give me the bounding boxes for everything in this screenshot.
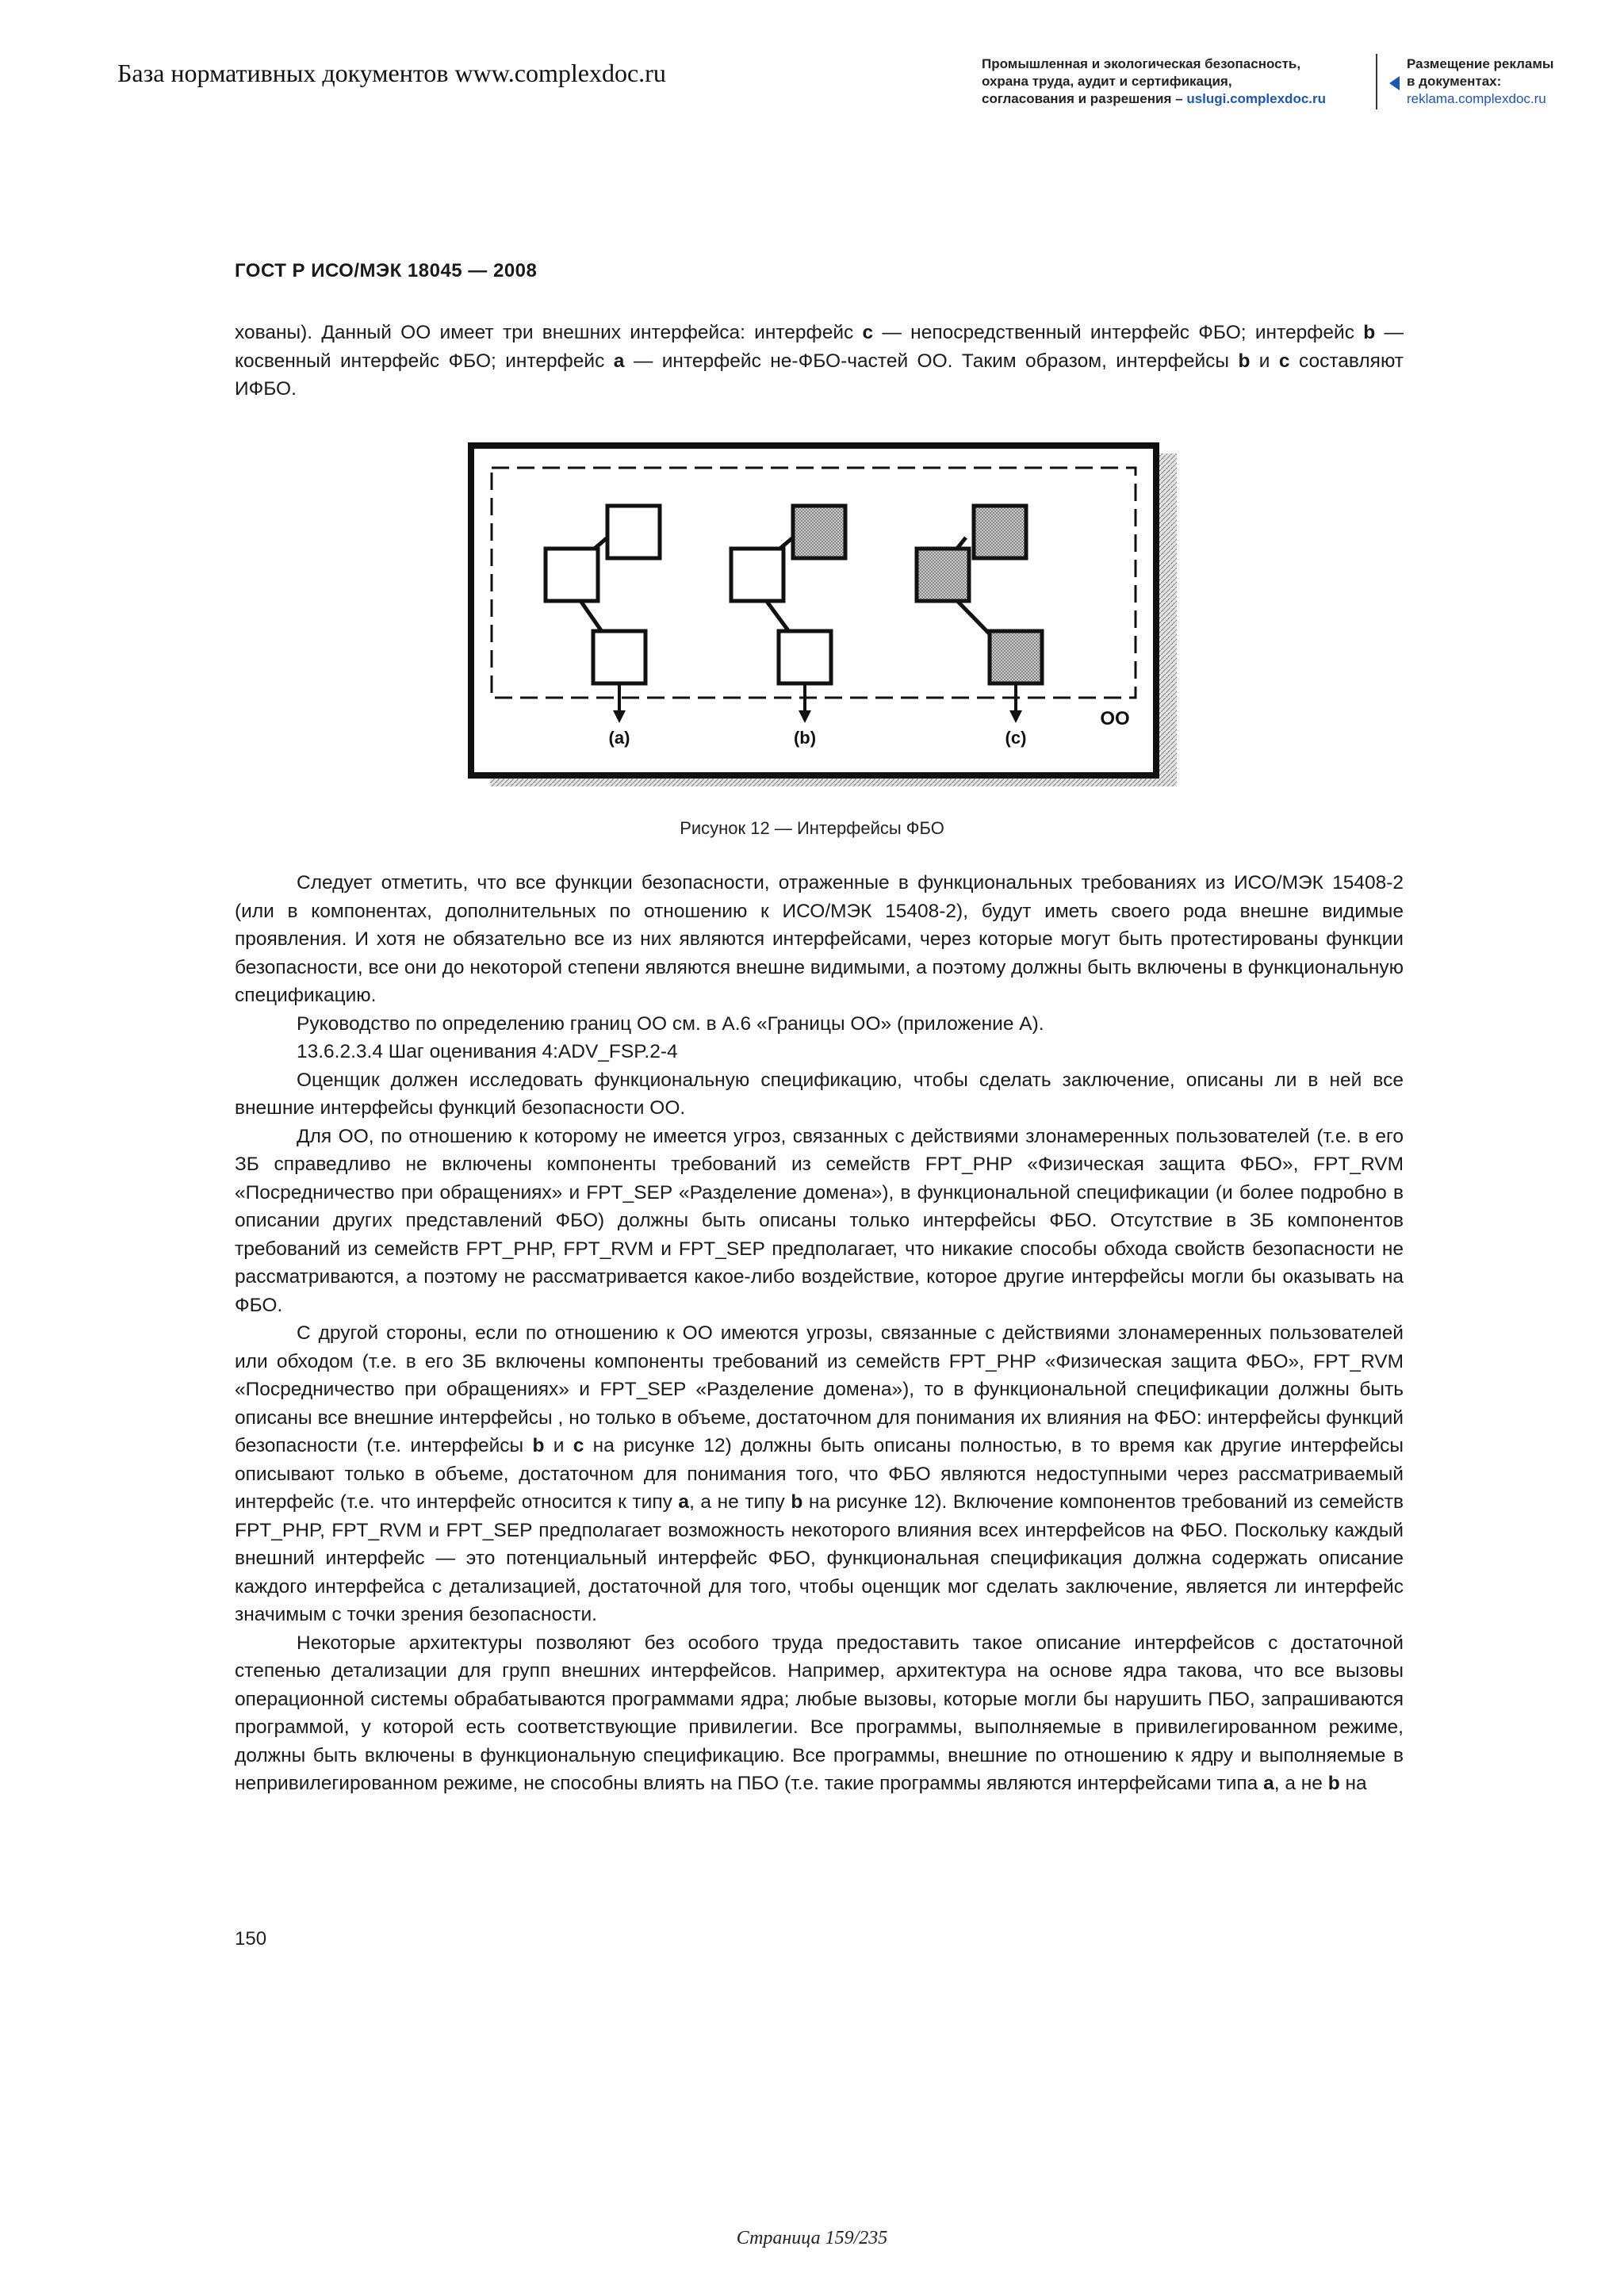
section-heading: 13.6.2.3.4 Шаг оценивания 4:ADV_FSP.2-4 (297, 1041, 678, 1062)
interface-a-label: а (1263, 1773, 1274, 1794)
tsf-box (990, 631, 1042, 683)
text-run: хованы). Данный ОО имеет три внешних интерфейса: интерфейс (235, 322, 863, 343)
paragraph: Следует отметить, что все функции безопасности, отраженные в функциональных требованиях из ИСО/МЭК 15408-2 (или в компонентах, дополнительных по отношению к ИСО/МЭК 15408-2), будут иметь своего рода внешне видимые проявления. И хотя не обязательно все из них являются интерфейсами, через которые могут быть протестированы функции безопасности, все они до некоторой степени являются внешне видимыми, а поэтому должны быть включены в функциональную спецификацию. (235, 872, 1404, 1006)
text-run: Некоторые архитектуры позволяют без особого труда предоставить такое описание интерфейсов с достаточной степенью детализации для групп внешних интерфейсов. Например, архитектура на основе ядра такова, что все вызовы операционной системы обрабатываются программами ядра; любые вызовы, которые могли бы нарушить ПБО, запрашиваются программой, у которой есть соответствующие привилегии. Все программы, выполняемые в привилегированном режиме, должны быть включены в функциональную спецификацию. Все программы, внешние по отношению к ядру и выполняемые в непривилегированном режиме, не способны влиять на ПБО (т.е. такие программы являются интерфейсами типа (235, 1632, 1404, 1794)
interface-b-label: b (791, 1491, 803, 1513)
text-run: и (1250, 350, 1279, 372)
figure-caption: Рисунок 12 — Интерфейсы ФБО (680, 818, 944, 838)
interface-b-label: b (1363, 322, 1376, 343)
site-header (0, 0, 1624, 135)
arrow-left-icon (1389, 76, 1400, 90)
tsf-box (793, 506, 845, 558)
paragraph: Руководство по определению границ ОО см. в А.6 «Границы ОО» (приложение А). (297, 1012, 1044, 1035)
paragraph: Для ОО, по отношению к которому не имеется угроз, связанных с действиями злонамеренных пользователей (т.е. в его ЗБ справедливо не включены компоненты требований из семейств FPT_PHP «Физическая защита ФБО», FPT_RVM «Посредничество при обращениях» и FPT_SEP «Разделение домена»), в функциональной спецификации (и более подробно в описании других представлений ФБО) должны быть описаны только интерфейсы ФБО. Отсутствие в ЗБ компонентов требований из семейств FPT_PHP, FPT_RVM и FPT_SEP предполагает, что никакие способы обхода свойств безопасности не рассматриваются, а поэтому не рассматривается какое-либо воздействие, которое другие интерфейсы могли бы оказывать на ФБО. (235, 1125, 1404, 1316)
interface-a-label: а (678, 1491, 690, 1513)
text-run: и (544, 1435, 573, 1456)
tsf-box (974, 506, 1026, 558)
text-run: — интерфейс не-ФБО-частей ОО. Таким образом, интерфейсы (624, 350, 1239, 372)
page-footer: Страница 159/235 (736, 2228, 888, 2248)
document-code: ГОСТ Р ИСО/МЭК 18045 — 2008 (235, 260, 538, 281)
text-run: — непосредственный интерфейс ФБО; интерфейс (873, 322, 1364, 343)
outer-frame (471, 446, 1156, 775)
function-box (731, 549, 783, 601)
diagram-svg (466, 441, 1180, 788)
interface-c-label: с (1278, 350, 1290, 372)
interface-c-label: с (862, 322, 874, 343)
tsf-box (917, 549, 969, 601)
ads-title: Размещение рекламы (1407, 56, 1554, 71)
promo-text: согласования и разрешения – (982, 91, 1187, 106)
site-title: База нормативных документов www.complexdoc.ru (117, 59, 666, 87)
label-c: (c) (1005, 728, 1027, 748)
function-box (607, 506, 660, 558)
interface-b-label: b (532, 1435, 545, 1456)
text-run: С другой стороны, если по отношению к ОО имеются угрозы, связанные с действиями злонамеренных пользователей или обходом (т.е. в его ЗБ включены компоненты требований из семейств FPT_PHP «Физическая защита ФБО», FPT_RVM «Посредничество при обращениях» и FPT_SEP «Разделение домена»), то в функциональной спецификации должны быть описаны все внешние интерфейсы , но только в объеме, достаточном для понимания их влияния на ФБО: интерфейсы функций безопасности (т.е. интерфейсы (235, 1322, 1404, 1456)
paragraph (235, 1319, 1404, 1629)
interface-a-label: а (613, 350, 625, 372)
label-b: (b) (793, 728, 817, 748)
text-run: составляют ИФБО. (235, 350, 1404, 400)
promo-line: Промышленная и экологическая безопасность, (982, 56, 1301, 71)
paragraph: Оценщик должен исследовать функциональную спецификацию, чтобы сделать заключение, описаны ли в ней все внешние интерфейсы функций безопасности ОО. (235, 1069, 1404, 1119)
uslugi-link[interactable]: uslugi.complexdoc.ru (1186, 91, 1327, 106)
text-run: , а не типу (689, 1491, 791, 1513)
function-box (546, 549, 598, 601)
text-run: на рисунке 12) должны быть описаны полностью, в то время как другие интерфейсы описывают только в объеме, достаточном для понимания того, что ФБО являются недоступными через рассматриваемый интерфейс (т.е. что интерфейс относится к типу (235, 1435, 1404, 1513)
ads-subtitle: в документах: (1407, 74, 1502, 89)
interface-c-label: с (573, 1435, 584, 1456)
intro-paragraph (235, 319, 1404, 404)
promo-line (982, 90, 1326, 108)
reklama-link[interactable]: reklama.complexdoc.ru (1407, 91, 1546, 106)
text-run: , а не (1274, 1773, 1328, 1794)
promo-line: охрана труда, аудит и сертификация, (982, 74, 1232, 89)
text-run: на (1339, 1773, 1367, 1794)
function-box (779, 631, 831, 683)
page-number: 150 (235, 1928, 267, 1950)
interface-b-label: b (1238, 350, 1251, 372)
ads-block (1389, 55, 1553, 108)
interface-b-label: b (1327, 1773, 1340, 1794)
promo-block (982, 55, 1326, 108)
text-run: на рисунке 12). Включение компонентов требований из семейств FPT_PHP, FPT_RVM и FPT_SEP предполагает возможность некоторого влияния всех интерфейсов на ФБО. Поскольку каждый внешний интерфейс — это потенциальный интерфейс ФБО, функциональная спецификация должна содержать описание каждого интерфейса с детализацией, достаточной для того, чтобы оценщик мог сделать заключение, является ли интерфейс значимым с точки зрения безопасности. (235, 1491, 1404, 1625)
paragraph (235, 1629, 1404, 1798)
label-toe: ОО (1100, 708, 1130, 729)
label-a: (a) (608, 728, 630, 748)
body-text (235, 869, 1404, 1798)
text-run: — косвенный интерфейс ФБО; интерфейс (235, 322, 1404, 372)
function-box (593, 631, 645, 683)
figure-12-diagram (466, 441, 1180, 788)
header-divider (1376, 54, 1377, 109)
